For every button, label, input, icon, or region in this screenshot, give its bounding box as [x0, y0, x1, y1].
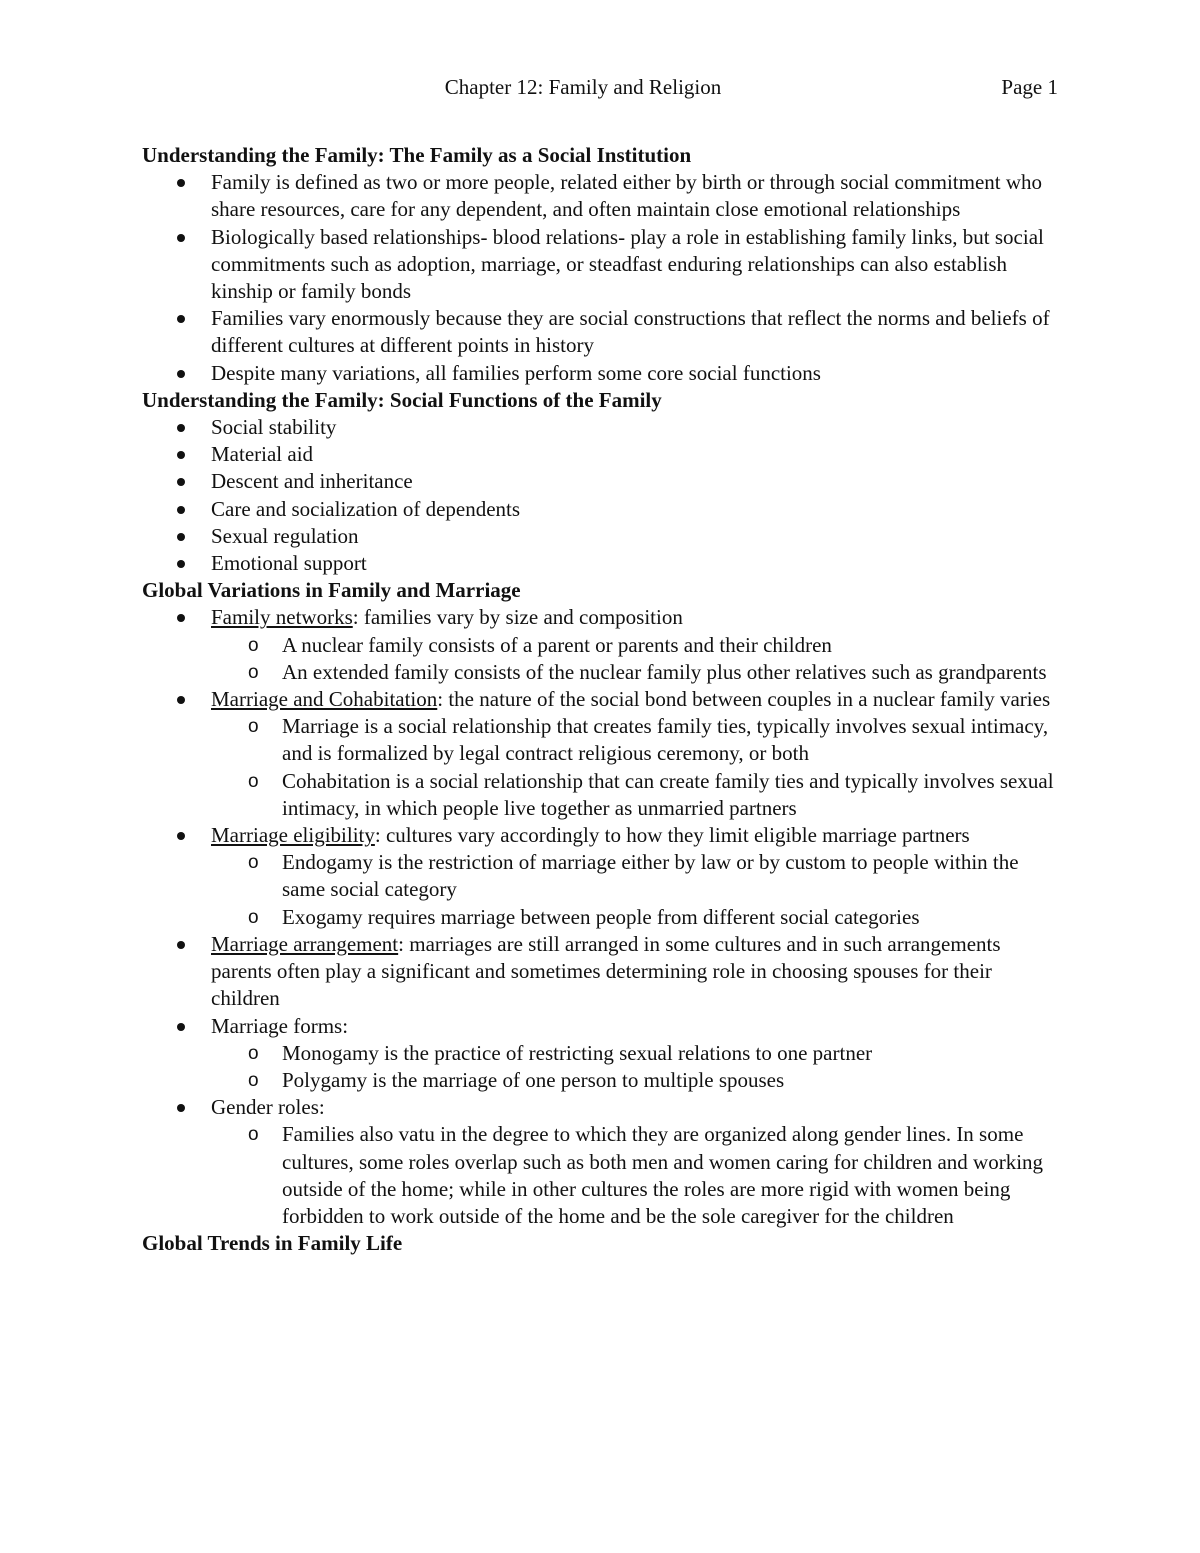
list-item: Families vary enormously because they are social constructions that reflect the norms and beliefs of different cultures at different points in history	[142, 305, 1062, 359]
list-item: Despite many variations, all families perform some core social functions	[142, 360, 1062, 387]
document-body	[142, 142, 1062, 1257]
bullet-list	[142, 604, 1062, 1230]
list-item: Family is defined as two or more people, related either by birth or through social commitment who share resources, care for any dependent, and often maintain close emotional relationships	[142, 169, 1062, 223]
definition: : cultures vary accordingly to how they limit eligible marriage partners	[374, 823, 970, 848]
page-header	[0, 72, 1200, 102]
list-item	[142, 686, 1062, 822]
sub-list	[211, 632, 1062, 686]
section-heading: Understanding the Family: Social Functions of the Family	[142, 387, 662, 412]
sub-list	[211, 849, 1062, 931]
list-item: Descent and inheritance	[142, 468, 1062, 495]
list-item	[142, 604, 1062, 686]
sub-list-item: o An extended family consists of the nuclear family plus other relatives such as grandparents	[211, 659, 1062, 686]
sub-list	[211, 1121, 1062, 1230]
sub-list-item: o A nuclear family consists of a parent or parents and their children	[211, 632, 1062, 659]
page-number: Page 1	[1001, 75, 1058, 99]
bullet-list	[142, 169, 1062, 387]
sub-list-item: o Monogamy is the practice of restricting sexual relations to one partner	[211, 1040, 1062, 1067]
list-item	[142, 822, 1062, 931]
term: Family networks	[211, 605, 353, 630]
sub-list-item: o Polygamy is the marriage of one person to multiple spouses	[211, 1067, 1062, 1094]
sub-list-item: o Marriage is a social relationship that creates family ties, typically involves sexual intimacy, and is formalized by legal contract religious ceremony, or both	[211, 713, 1062, 767]
definition: Marriage forms:	[211, 1013, 349, 1038]
list-item: Social stability	[142, 414, 1062, 441]
term: Marriage and Cohabitation	[211, 687, 438, 712]
list-item: Sexual regulation	[142, 523, 1062, 550]
list-item: Care and socialization of dependents	[142, 496, 1062, 523]
list-item	[142, 931, 1062, 1013]
section-heading: Global Trends in Family Life	[142, 1231, 403, 1256]
sub-list-item: o Endogamy is the restriction of marriage either by law or by custom to people within the same social category	[211, 849, 1062, 903]
list-item	[142, 1013, 1062, 1095]
sub-list-item: o Exogamy requires marriage between people from different social categories	[211, 904, 1062, 931]
sub-list	[211, 713, 1062, 822]
list-item: Biologically based relationships- blood relations- play a role in establishing family links, but social commitments such as adoption, marriage, or steadfast enduring relationships can also establish kinship or family bonds	[142, 224, 1062, 306]
list-item: Emotional support	[142, 550, 1062, 577]
section-heading: Global Variations in Family and Marriage	[142, 578, 521, 603]
definition: : families vary by size and composition	[352, 605, 683, 630]
definition: : marriages are still arranged in some cultures and in such arrangements parents often play a significant and sometimes determining role in choosing spouses for their children	[211, 931, 1001, 1011]
bullet-list	[142, 414, 1062, 577]
sub-list	[211, 1040, 1062, 1094]
term: Marriage arrangement	[211, 931, 399, 956]
chapter-title: Chapter 12: Family and Religion	[444, 75, 722, 99]
definition: : the nature of the social bond between couples in a nuclear family varies	[437, 687, 1051, 712]
definition: Gender roles:	[211, 1095, 325, 1120]
list-item	[142, 1094, 1062, 1230]
sub-list-item: o Families also vatu in the degree to which they are organized along gender lines. In some cultures, some roles overlap such as both men and women caring for children and working outside of the home; while in other cultures the roles are more rigid with women being forbidden to work outside of the home and be the sole caregiver for the children	[211, 1121, 1062, 1230]
term: Marriage eligibility	[211, 823, 375, 848]
list-item: Material aid	[142, 441, 1062, 468]
sub-list-item: o Cohabitation is a social relationship that can create family ties and typically involves sexual intimacy, in which people live together as unmarried partners	[211, 768, 1062, 822]
section-heading: Understanding the Family: The Family as a Social Institution	[142, 143, 692, 167]
